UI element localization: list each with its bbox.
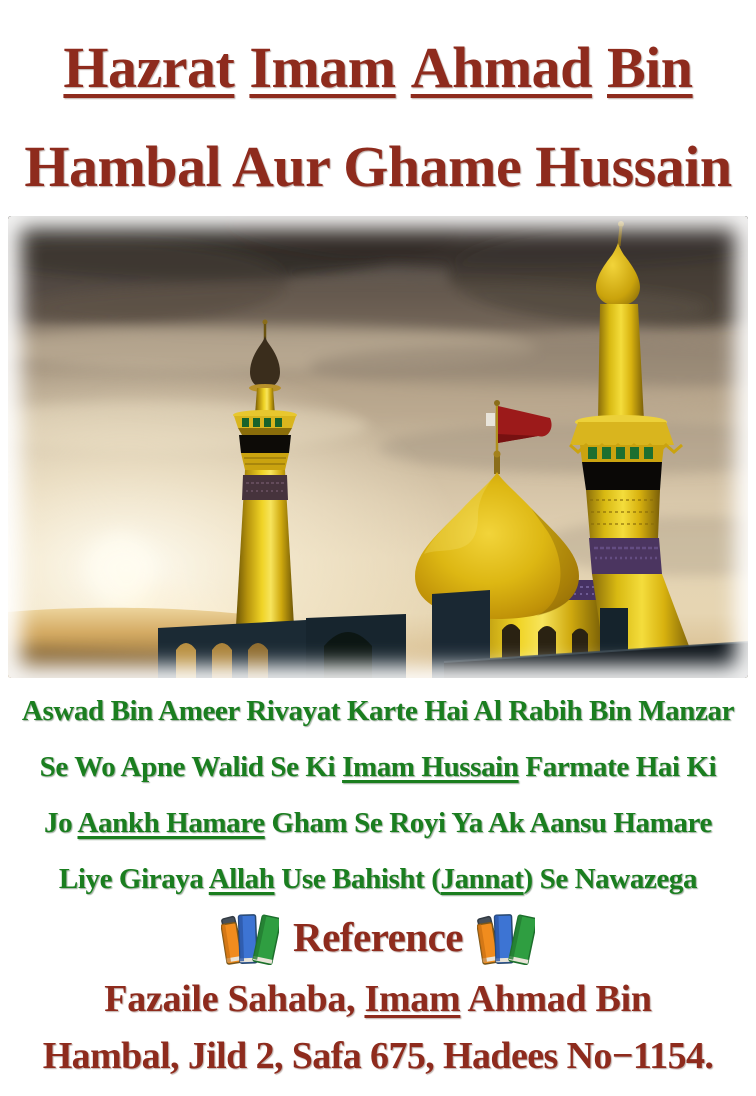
source-underlined-segment: Imam: [364, 978, 461, 1020]
source-line-1: [0, 971, 756, 1027]
source-segment: Fazaile Sahaba,: [104, 978, 365, 1020]
hadith-line-3: [0, 795, 756, 851]
hadith-segment: Use Bahisht (: [274, 863, 441, 895]
hadith-line-1: Aswad Bin Ameer Rivayat Karte Hai Al Rabih Bin Manzar: [21, 695, 735, 727]
white-banner: [486, 413, 495, 426]
title-word: Hazrat: [63, 35, 235, 100]
title-word: Bin: [607, 35, 693, 100]
source-citation: [0, 971, 756, 1085]
page-title-line1: [0, 18, 756, 117]
reference-row: [0, 907, 756, 967]
hadith-segment: Jo: [44, 807, 78, 839]
hadith-underlined-segment: Jannat: [440, 863, 524, 895]
hadith-line-2: [0, 739, 756, 795]
title-word: Imam: [249, 35, 396, 100]
page-title-line2: Hambal Aur Ghame Hussain: [24, 134, 732, 199]
hadith-underlined-segment: Aankh Hamare: [77, 807, 265, 839]
source-segment: Ahmad Bin: [460, 978, 652, 1020]
hadith-segment: Liye Giraya: [58, 863, 209, 895]
books-stack-icon: [221, 909, 279, 965]
hadith-line-4: [0, 851, 756, 907]
hadith-text: [0, 683, 756, 907]
title-word: Ahmad: [410, 35, 592, 100]
hadith-segment: ) Se Nawazega: [523, 863, 698, 895]
hadith-segment: Farmate Hai Ki: [518, 751, 717, 783]
reference-heading: Reference: [292, 914, 463, 960]
shrine-photo: [8, 216, 748, 678]
hadith-segment: Gham Se Royi Ya Ak Aansu Hamare: [264, 807, 712, 839]
poster-title: [0, 0, 756, 216]
shrine-photo-art: [8, 216, 748, 678]
source-line-2: Hambal, Jild 2, Safa 675, Hadees No−1154.: [42, 1035, 714, 1077]
books-stack-icon: [477, 909, 535, 965]
hadith-underlined-segment: Imam Hussain: [342, 751, 519, 783]
hadith-underlined-segment: Allah: [208, 863, 275, 895]
hadith-segment: Se Wo Apne Walid Se Ki: [39, 751, 343, 783]
